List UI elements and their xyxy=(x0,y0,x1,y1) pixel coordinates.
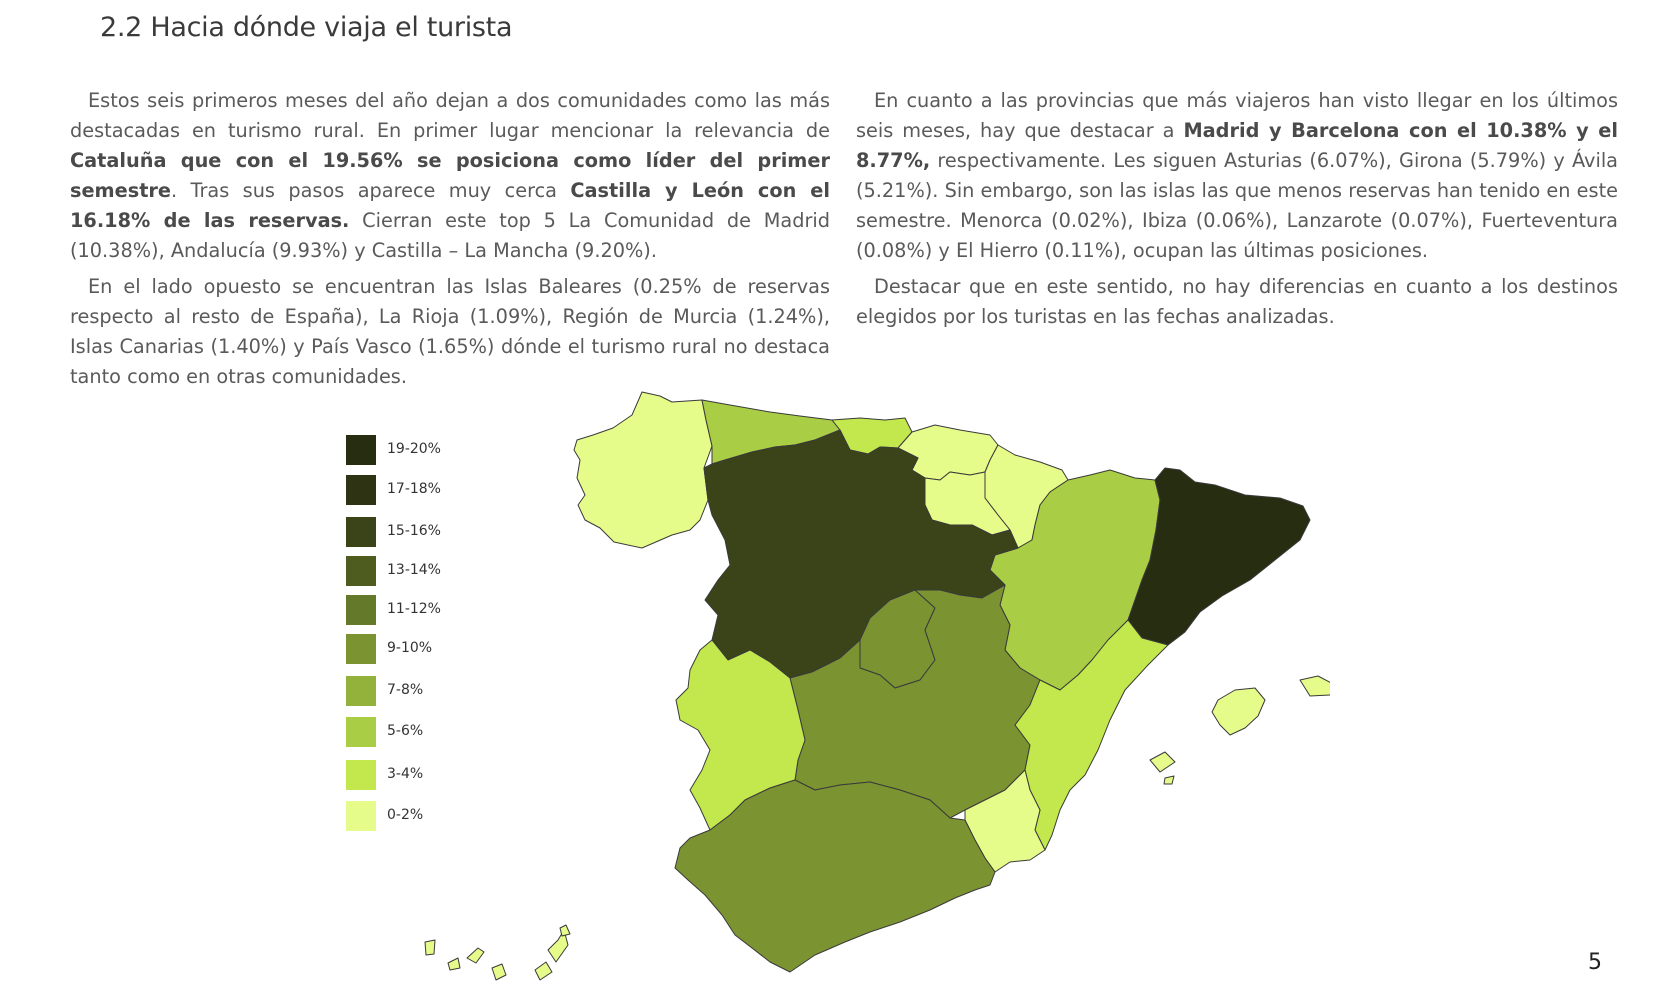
legend-swatch xyxy=(346,676,376,706)
text-run: . Tras sus pasos aparece muy cerca xyxy=(171,179,571,202)
region-canarias-3 xyxy=(467,948,484,963)
spain-choropleth-map xyxy=(410,385,1330,985)
legend-label: 17-18% xyxy=(387,481,441,497)
section-title: 2.2 Hacia dónde viaja el turista xyxy=(100,12,513,43)
bold-highlight: Cataluña que con el 19.56% se posiciona como líder del primer semestre xyxy=(70,149,830,202)
region-canarias-5 xyxy=(535,962,552,980)
region-canarias-1 xyxy=(425,940,435,955)
legend-label: 9-10% xyxy=(387,640,433,656)
legend-label: 11-12% xyxy=(387,601,441,617)
bold-highlight: Madrid y Barcelona con el 10.38% y el 8.77%, xyxy=(856,119,1618,172)
legend-swatch xyxy=(346,717,376,747)
right-paragraph-2: Destacar que en este sentido, no hay diferencias en cuanto a los destinos elegidos por los turistas en las fechas analizadas. xyxy=(856,275,1618,328)
region-canarias-4 xyxy=(492,964,506,980)
legend-swatch xyxy=(346,517,376,547)
legend-swatch xyxy=(346,435,376,465)
left-paragraph-2: En el lado opuesto se encuentran las Islas Baleares (0.25% de reservas respecto al resto de España), La Rioja (1.09%), Región de Murcia (1.24%), Islas Canarias (1.40%) y País Vasco (1.65%) dónde el turismo rural no destaca tanto como en otras comunidades. xyxy=(70,275,830,388)
legend-swatch xyxy=(346,595,376,625)
bold-highlight: Castilla y León con el 16.18% de las reservas. xyxy=(70,179,830,232)
legend-swatch xyxy=(346,556,376,586)
page-number: 5 xyxy=(1588,950,1602,975)
text-run: respectivamente. Les siguen Asturias (6.07%), Girona (5.79%) y Ávila (5.21%). Sin embargo, son las islas las que menos reservas han tenido en este semestre. Menorca (0.02%), Ibiza (0.06%), Lanzarote (0.07%), Fuerteventura (0.08%) y El Hierro (0.11%), ocupan las últimas posiciones. xyxy=(856,149,1618,262)
right-text-column xyxy=(856,86,1618,338)
legend-swatch xyxy=(346,760,376,790)
legend-label: 5-6% xyxy=(387,723,424,739)
left-paragraph-1 xyxy=(70,86,830,266)
legend-swatch xyxy=(346,475,376,505)
left-text-column xyxy=(70,86,830,398)
legend-swatch xyxy=(346,801,376,831)
legend-label: 3-4% xyxy=(387,766,424,782)
right-paragraph-1 xyxy=(856,86,1618,266)
region-canarias-2 xyxy=(448,958,460,970)
legend-swatch xyxy=(346,634,376,664)
text-run: Cierran este top 5 La Comunidad de Madrid (10.38%), Andalucía (9.93%) y Castilla – La Mancha (9.20%). xyxy=(70,209,831,262)
legend-label: 13-14% xyxy=(387,562,441,578)
text-run: Estos seis primeros meses del año dejan a dos comunidades como las más destacadas en turismo rural. En primer lugar mencionar la relevancia de xyxy=(70,89,830,142)
legend-label: 0-2% xyxy=(387,807,424,823)
region-canarias-7 xyxy=(560,925,570,936)
region-menorca xyxy=(1300,676,1330,696)
region-galicia xyxy=(574,392,712,548)
region-mallorca xyxy=(1212,688,1265,735)
legend-label: 7-8% xyxy=(387,682,424,698)
text-run: En cuanto a las provincias que más viajeros han visto llegar en los últimos seis meses, hay que destacar a xyxy=(856,89,1618,142)
legend-label: 19-20% xyxy=(387,441,441,457)
legend-label: 15-16% xyxy=(387,523,441,539)
region-formentera xyxy=(1164,776,1174,784)
region-ibiza xyxy=(1150,752,1175,772)
